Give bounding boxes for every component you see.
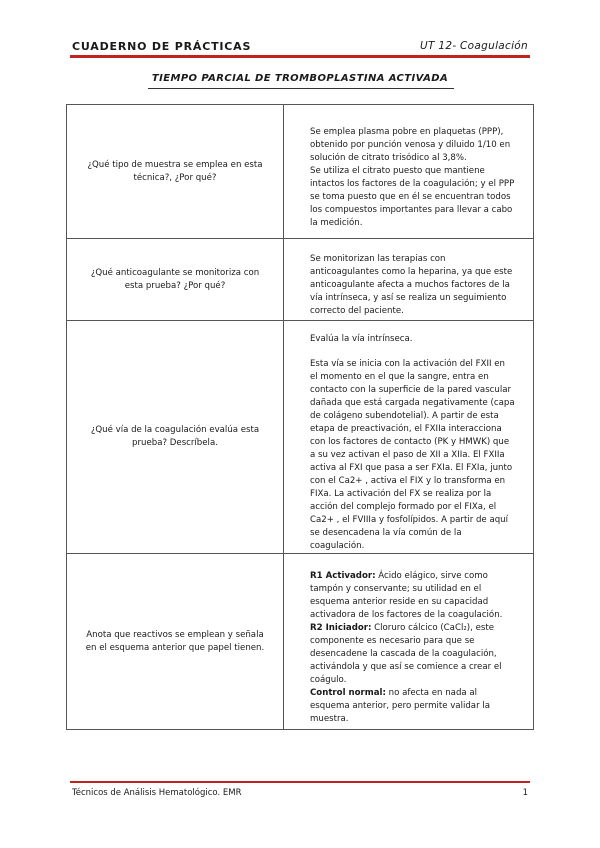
reagent-r1: R1 Activador: Ácido elágico, sirve como tampón y conservante; su utilidad en el esquema anterior reside en su capacidad activadora de los factores de la coagulación.: [310, 570, 503, 620]
title-underline: [148, 88, 454, 89]
answer-cell: [284, 239, 534, 321]
question-cell: Anota que reactivos se emplean y señala en el esquema anterior que papel tienen.: [67, 554, 284, 730]
question-cell: ¿Qué tipo de muestra se emplea en esta técnica?, ¿Por qué?: [67, 105, 284, 239]
page-title: TIEMPO PARCIAL DE TROMBOPLASTINA ACTIVADA: [151, 73, 449, 84]
answer-cell: [284, 321, 534, 554]
header-unit: UT 12- Coagulación: [420, 40, 528, 52]
answer-paragraph: Se monitorizan las terapias con anticoagulantes como la heparina, ya que este anticoagulante afecta a muchos factores de la vía intrínseca, y así se realiza un seguimiento correcto del paciente.: [310, 254, 513, 316]
answer-paragraph: Se emplea plasma pobre en plaquetas (PPP), obtenido por punción venosa y diluido 1/10 en solución de citrato trisódico al 3,8%.: [310, 126, 511, 163]
answer-paragraph: Evalúa la vía intrínseca.: [310, 334, 413, 344]
question-cell: ¿Qué vía de la coagulación evalúa esta prueba? Descríbela.: [67, 321, 284, 554]
answer-paragraph: Esta vía se inicia con la activación del FXII en el momento en el que la sangre, entra en contacto con la superficie de la pared vascular dañada que está cargada negativamente (capa de colágeno subendotelial). A partir de esta etapa de preactivación, el FXIIa interacciona con los factores de contacto (PK y HMWK) que a su vez activan el paso de XII a XIIa. El FXIIa activa al FXI que pasa a ser FXIa. El FXIa, junto con el Ca2+ , activa el FIX y lo transforma en FIXa. La activación del FX se realiza por la acción del complejo formado por el FIXa, el Ca2+ , el FVIIIa y fosfolípidos. A partir de aquí se desencadena la vía común de la coagulación.: [310, 359, 515, 551]
reagent-r2: R2 Iniciador: Cloruro cálcico (CaCl₂), este componente es necesario para que se desencadene la cascada de la coagulación, activándola y que así se comience a crear el coágulo.: [310, 622, 502, 685]
footer-rule: [70, 781, 530, 783]
answer-paragraph: Se utiliza el citrato puesto que mantiene intactos los factores de la coagulación; y el PPP se toma puesto que en él se encuentran todos los compuestos importantes para llevar a cabo la medición.: [310, 165, 515, 228]
table-row: [67, 105, 534, 239]
answer-cell: [284, 554, 534, 730]
page-number: 1: [522, 788, 528, 798]
answer-cell: [284, 105, 534, 239]
header-rule: [70, 55, 530, 58]
header-title: CUADERNO DE PRÁCTICAS: [72, 40, 252, 53]
table-row: [67, 321, 534, 554]
table-row: [67, 554, 534, 730]
question-table: [66, 104, 534, 730]
question-cell: ¿Qué anticoagulante se monitoriza con esta prueba? ¿Por qué?: [67, 239, 284, 321]
reagent-control: Control normal: no afecta en nada al esquema anterior, pero permite validar la muestra.: [310, 687, 490, 724]
footer-text: Técnicos de Análisis Hematológico. EMR: [72, 788, 242, 798]
table-row: [67, 239, 534, 321]
